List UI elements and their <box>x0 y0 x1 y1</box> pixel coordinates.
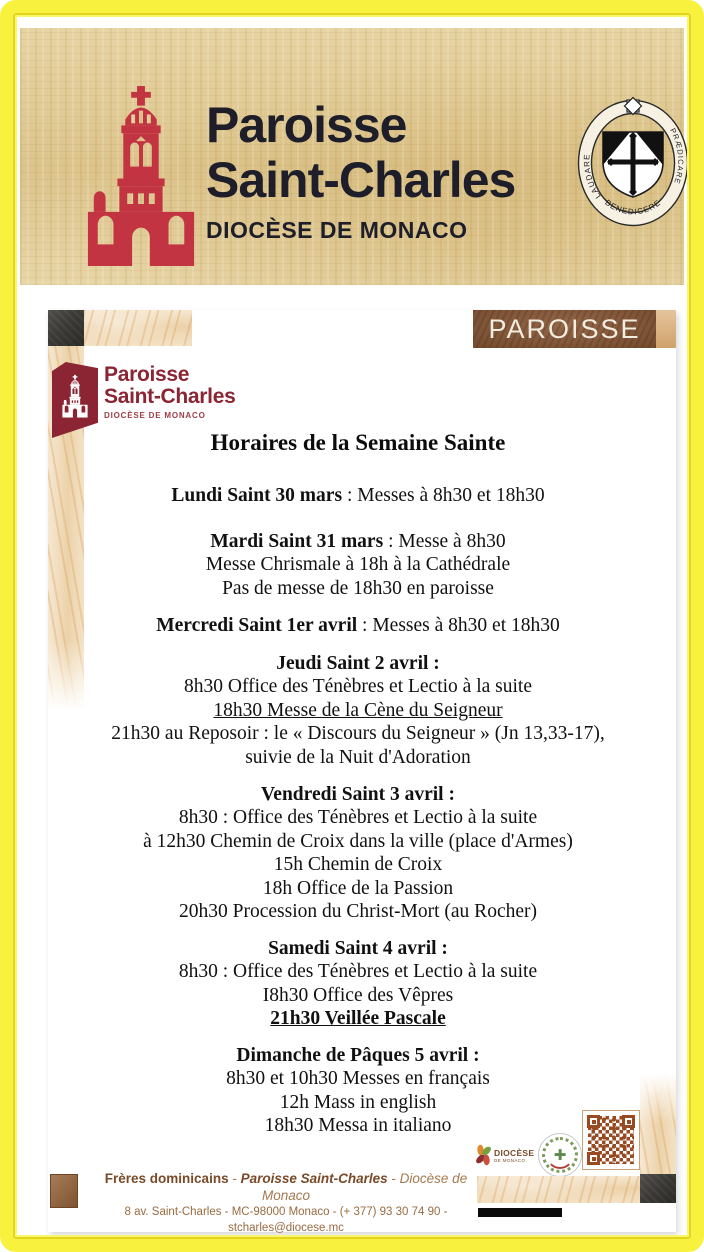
crest-star-icon <box>625 98 642 115</box>
parish-logo-subtitle: DIOCÈSE DE MONACO <box>104 411 206 420</box>
schedule-section-dimanche <box>78 1044 638 1138</box>
crest-motto-bottom: BENEDICERE <box>603 197 663 217</box>
day-heading: Dimanche de Pâques 5 avril : <box>236 1045 480 1066</box>
day-detail: : Messe à 8h30 <box>383 531 506 552</box>
footer-brown-square-decor <box>50 1174 78 1208</box>
bottom-marble-strip <box>477 1176 640 1203</box>
schedule-line: 20h30 Procession du Christ-Mort (au Rocher) <box>179 901 537 923</box>
day-heading: Vendredi Saint 3 avril : <box>261 784 455 805</box>
footer-org: Frères dominicains <box>104 1171 229 1186</box>
schedule-line: 12h Mass in english <box>279 1091 437 1113</box>
header-subtitle: DIOCÈSE DE MONACO <box>206 217 468 243</box>
schedule-line: Pas de messe de 18h30 en paroisse <box>222 577 494 599</box>
paroisse-banner <box>473 310 656 348</box>
crest-motto-left: LAUDARE <box>582 153 603 201</box>
day-detail: : Messes à 8h30 et 18h30 <box>357 615 560 636</box>
footer-parish: Paroisse Saint-Charles <box>240 1171 388 1186</box>
qr-finder-bottom-left <box>587 1152 600 1165</box>
day-detail: : Messes à 8h30 et 18h30 <box>342 485 545 506</box>
footer-address: 8 av. Saint-Charles - MC-98000 Monaco - (+ 377) 93 30 74 90 - stcharles@diocese.mc <box>124 1206 448 1234</box>
day-heading: Mardi Saint 31 mars <box>210 531 384 552</box>
schedule-section-lundi <box>78 484 638 507</box>
corner-stone-decor <box>48 310 84 346</box>
header-logo-text <box>206 98 515 244</box>
day-heading: Samedi Saint 4 avril : <box>268 938 448 959</box>
diocese-badge-line2: DE MONACO <box>494 1157 526 1163</box>
schedule-section-vendredi <box>78 783 638 923</box>
right-marble-strip <box>640 1068 676 1176</box>
schedule-line: 21h30 Veillée Pascale <box>270 1008 446 1030</box>
parish-logo-line2: Saint-Charles <box>104 385 236 408</box>
parish-logo-line1: Paroisse <box>104 363 190 386</box>
paroisse-banner-label: PAROISSE <box>488 313 641 344</box>
diocese-badge-line1: DIOCÈSE <box>494 1147 535 1158</box>
schedule-line: I8h30 Office des Vêpres <box>262 984 454 1006</box>
schedule-line: 8h30 Office des Ténèbres et Lectio à la suite <box>184 676 532 698</box>
crest-motto-right: PRÆDICARE <box>668 126 686 186</box>
header-title-line1: Paroisse <box>206 97 407 153</box>
schedule-line: suivie de la Nuit d'Adoration <box>245 746 471 768</box>
schedule-line: à 12h30 Chemin de Croix dans la ville (place d'Armes) <box>143 830 573 852</box>
top-marble-strip <box>84 310 192 346</box>
schedule-section-mercredi <box>78 614 638 637</box>
schedule-line: 8h30 et 10h30 Messes en français <box>226 1068 490 1090</box>
day-heading: Mercredi Saint 1er avril <box>156 615 358 636</box>
qr-code <box>582 1110 640 1170</box>
schedule-section-jeudi <box>78 652 638 769</box>
schedule-line: 15h Chemin de Croix <box>273 854 443 876</box>
schedule-line: 21h30 au Reposoir : le « Discours du Seigneur » (Jn 13,33-17), <box>111 723 605 745</box>
bottom-corner-stone-decor <box>640 1174 676 1203</box>
qr-finder-top-left <box>587 1115 600 1128</box>
parish-logo-text <box>104 364 235 420</box>
diocese-leaves-icon <box>477 1145 491 1165</box>
schedule-line: 8h30 : Office des Ténèbres et Lectio à la suite <box>178 961 538 983</box>
schedule-line: 18h Office de la Passion <box>262 877 454 899</box>
schedule-line: 18h30 Messe de la Cène du Seigneur <box>213 699 503 721</box>
diocese-monaco-logo <box>477 1142 535 1168</box>
black-underline-bar <box>478 1208 562 1217</box>
header-title-line2: Saint-Charles <box>206 152 516 208</box>
footer: Frères dominicains - Paroisse Saint-Charles - Diocèse de Monaco 8 av. Saint-Charles - MC-98000 Monaco - (+ 377) 93 30 74 90 - stcharles@diocese.mc <box>86 1170 486 1236</box>
paroisse-banner-end-decor <box>656 310 676 348</box>
parish-shield-icon <box>52 362 98 438</box>
day-heading: Jeudi Saint 2 avril : <box>276 653 440 674</box>
dominican-crest-icon <box>576 94 690 228</box>
bulletin-document <box>48 310 676 1232</box>
schedule-line: Messe Chrismale à 18h à la Cathédrale <box>205 554 511 576</box>
schedule-section-samedi <box>78 937 638 1031</box>
schedule-section-mardi <box>78 530 638 600</box>
day-heading: Lundi Saint 30 mars <box>171 485 343 506</box>
church-logo-icon <box>82 84 200 266</box>
parchment-header <box>20 28 684 285</box>
schedule-line: 8h30 : Office des Ténèbres et Lectio à la suite <box>178 807 538 829</box>
schedule-line: 18h30 Messa in italiano <box>264 1115 452 1137</box>
crest-shield <box>603 132 663 197</box>
qr-finder-top-right <box>622 1115 635 1128</box>
footer-diocese: Diocèse de Monaco <box>261 1171 468 1203</box>
schedule-title: Horaires de la Semaine Sainte <box>210 430 506 455</box>
parish-seal-icon: ✚ <box>538 1133 582 1177</box>
